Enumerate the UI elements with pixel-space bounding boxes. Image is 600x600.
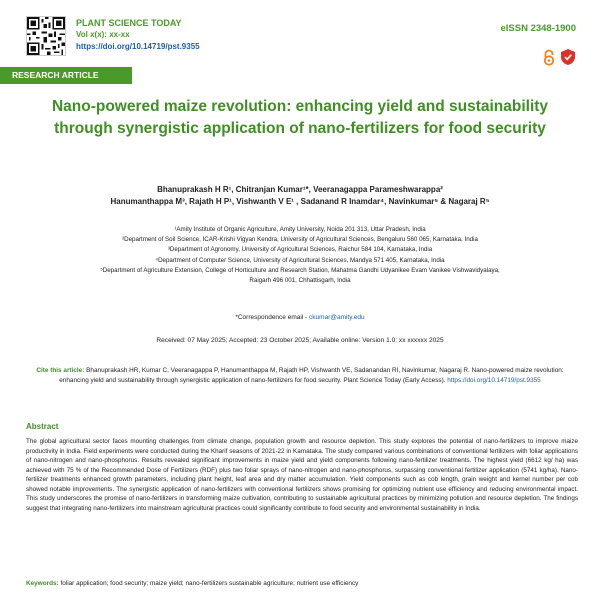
citation-text: Bhanuprakash HR, Kumar C, Veeranagappa P, Hanumanthappa M, Rajath HP, Vishwanth VE, Sadanandan RI, Navinkumar, Nagaraj R. Nano-powered maize revolution: enhancing yield and sustainability through synergistic application of nano-fertilizers for food security. Plant Science Today (Early Access). [59,367,564,384]
author-list [30,184,570,208]
affiliation-item: ⁴Department of Computer Science, University of Agricultural Sciences, Mandya 571 405, Karnataka, India [155,256,445,264]
affiliation-item: ³Department of Agronomy, University of Agricultural Sciences, Raichur 584 104, Karnataka, India [167,246,433,254]
keywords [26,580,578,587]
correspondence-label: *Correspondence email - [235,314,308,321]
affiliation-item: ¹Amity Institute of Organic Agriculture, Amity University, Noida 201 313, Uttar Pradesh, India [174,226,426,233]
affiliation-item: ²Department of Soil Science, ICAR-Krishi Vigyan Kendra, University of Agricultural Sciences, Bengaluru 560 065, Karnataka, India [122,236,478,244]
abstract-heading: Abstract [26,422,59,431]
affiliation-item: Raigarh 496 001, Chhattisgarh, India [249,277,351,285]
article-type-badge: RESEARCH ARTICLE [0,67,132,84]
citation-doi-link[interactable]: https://doi.org/10.14719/pst.9355 [447,376,541,384]
keywords-label: Keywords: [26,580,59,587]
citation-label: Cite this article: [36,367,85,374]
journal-doi-link[interactable]: https://doi.org/10.14719/pst.9355 [76,42,200,51]
open-access-icon [542,49,556,66]
author-line: Hanumanthappa M³, Rajath H P¹, Vishwanth V E¹ , Sadanand R Inamdar⁴, Navinkumar⁵ & Nagaraj R⁵ [110,197,490,206]
affiliation-list [30,225,570,286]
journal-header [22,14,578,66]
correspondence-email-link[interactable]: ckumar@amity.edu [309,314,365,321]
journal-name: PLANT SCIENCE TODAY [76,18,182,28]
qr-code-icon [26,16,66,56]
eissn-label: eISSN 2348-1900 [500,23,576,34]
peer-review-icon [560,48,576,66]
article-title: Nano-powered maize revolution: enhancing yield and sustainability through synergistic application of nano-fertilizers for food security [51,98,549,137]
journal-volume: Vol x(x): xx-xx [76,30,130,39]
citation-block [26,366,574,386]
affiliation-item: ⁵Department of Agriculture Extension, College of Horticulture and Research Station, Mahatma Gandhi Udyanikee Evam Vanikee Vishwavidyalaya, [100,266,500,274]
abstract-text: The global agricultural sector faces mounting challenges from climate change, population growth and resource depletion. This study explores the potential of nano-fertilizers to improve maize productivity in India. Field experiments were conducted during the Kharif seasons of 2021-22 in Karnataka. The study compared various combinations of conventional fertilizers with foliar applications of nano-nitrogen and nano-phosphorus. Results revealed significant improvements in maize yield and yield components following nano-fertilizer treatments. The highest yield (6612 kg/ ha) was achieved with 75 % of the Recommended Dose of Fertilizers (RDF) plus two foliar sprays of nano-nitrogen and nano-phosphorus, surpassing conventional fertilizer application (5741 kg/ha). Nano-fertilizer treatments enhanced growth parameters, including plant height, leaf area and dry matter accumulation. Yield components such as cob length, grain weight and kernel number per cob showed notable improvements. The synergistic application of nano-fertilizers with conventional fertilizers shows promising for optimizing nutrient use efficiency and reducing environmental impact. This study underscores the promise of nano-fertilizers in transforming maize cultivation, contributing to sustainable agricultural practices by minimizing pollution and resource depletion. The findings suggest that integrating nano-fertilizers into mainstream agricultural practices could significantly contribute to food security and environmental sustainability in India. [26,438,578,512]
correspondence [30,314,570,321]
keywords-text: foliar application; food security; maize yield; nano-fertilizers sustainable agriculture; nutrient use efficiency [60,580,359,587]
author-line: Bhanuprakash H R¹, Chitranjan Kumar¹*, Veeranagappa Parameshwarappa² [157,185,443,194]
journal-info [76,17,200,53]
article-dates: Received: 07 May 2025; Accepted: 23 October 2025; Available online: Version 1.0: xx xxxxxx 2025 [156,337,444,344]
